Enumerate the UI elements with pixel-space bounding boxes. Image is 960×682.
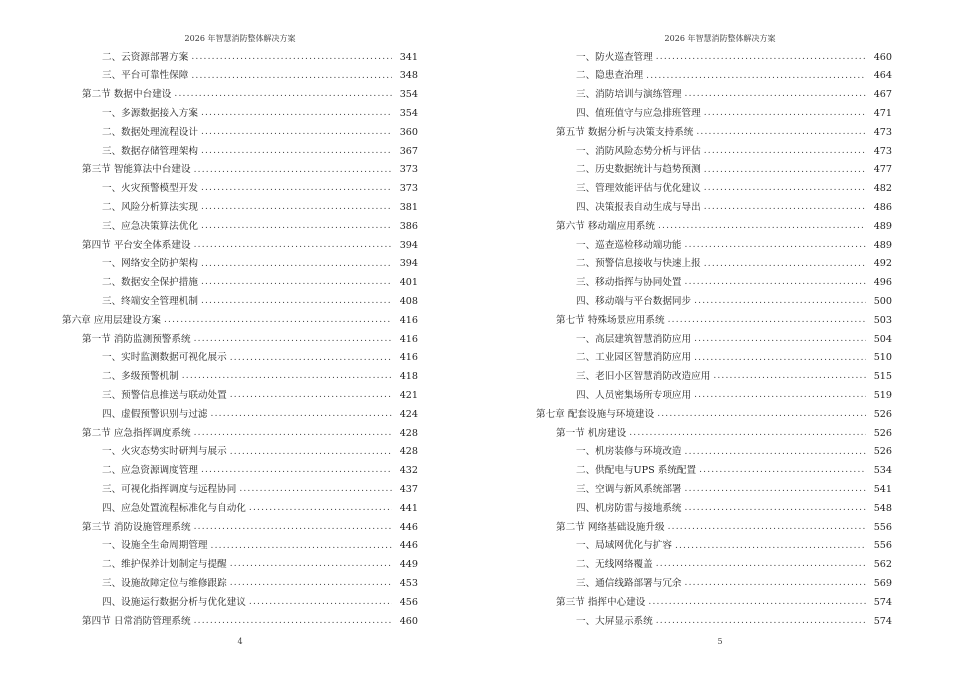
toc-entry[interactable] bbox=[536, 612, 892, 631]
dot-leader bbox=[211, 542, 392, 551]
toc-entry[interactable] bbox=[536, 368, 892, 387]
toc-entry-title: 一、设施全生命周期管理 bbox=[102, 541, 211, 551]
table-of-contents bbox=[62, 48, 418, 631]
toc-entry[interactable] bbox=[62, 518, 418, 537]
dot-leader bbox=[164, 316, 392, 325]
toc-entry-page: 432 bbox=[399, 465, 418, 477]
dot-leader bbox=[704, 109, 866, 118]
dot-leader bbox=[201, 260, 392, 269]
toc-entry-title: 二、工业园区智慧消防应用 bbox=[576, 353, 694, 363]
table-of-contents bbox=[536, 48, 892, 631]
toc-entry-title: 四、移动端与平台数据同步 bbox=[576, 297, 694, 307]
toc-entry-title: 一、巡查巡检移动端功能 bbox=[576, 241, 685, 251]
toc-entry-page: 421 bbox=[399, 389, 418, 401]
toc-entry[interactable] bbox=[536, 142, 892, 161]
toc-entry-title: 四、设施运行数据分析与优化建议 bbox=[102, 598, 249, 608]
dot-leader bbox=[230, 448, 392, 457]
toc-entry-title: 二、供配电与UPS 系统配置 bbox=[576, 466, 699, 476]
toc-entry-title: 三、空调与新风系统部署 bbox=[576, 485, 685, 495]
dot-leader bbox=[656, 53, 866, 62]
toc-entry[interactable] bbox=[536, 537, 892, 556]
toc-entry[interactable] bbox=[62, 330, 418, 349]
dot-leader bbox=[648, 598, 866, 607]
dot-leader bbox=[230, 391, 392, 400]
toc-entry[interactable] bbox=[62, 123, 418, 142]
dot-leader bbox=[194, 166, 392, 175]
toc-entry-title: 二、无线网络覆盖 bbox=[576, 560, 656, 570]
toc-entry-page: 574 bbox=[873, 615, 892, 627]
dot-leader bbox=[685, 90, 866, 99]
toc-entry-page: 515 bbox=[873, 371, 892, 383]
toc-entry-title: 第一节 消防监测预警系统 bbox=[82, 335, 194, 345]
toc-entry-page: 541 bbox=[873, 483, 892, 495]
toc-entry-title: 一、消防风险态势分析与评估 bbox=[576, 147, 704, 157]
toc-entry-page: 456 bbox=[399, 596, 418, 608]
dot-leader bbox=[685, 504, 866, 513]
right-page bbox=[480, 0, 960, 682]
toc-entry-title: 第二节 网络基础设施升级 bbox=[556, 523, 668, 533]
toc-entry-page: 453 bbox=[399, 577, 418, 589]
toc-entry-page: 464 bbox=[873, 70, 892, 82]
toc-entry[interactable] bbox=[62, 462, 418, 481]
dot-leader bbox=[657, 410, 866, 419]
dot-leader bbox=[685, 579, 866, 588]
dot-leader bbox=[694, 354, 866, 363]
dot-leader bbox=[239, 485, 392, 494]
toc-entry-page: 500 bbox=[873, 295, 892, 307]
dot-leader bbox=[685, 448, 866, 457]
dot-leader bbox=[656, 617, 866, 626]
toc-entry-title: 三、应急决策算法优化 bbox=[102, 222, 201, 232]
dot-leader bbox=[249, 504, 392, 513]
toc-entry-page: 526 bbox=[873, 408, 892, 420]
toc-entry[interactable] bbox=[536, 443, 892, 462]
toc-entry[interactable] bbox=[62, 349, 418, 368]
dot-leader bbox=[201, 147, 392, 156]
toc-entry-page: 526 bbox=[873, 427, 892, 439]
dot-leader bbox=[191, 72, 392, 81]
dot-leader bbox=[201, 466, 392, 475]
dot-leader bbox=[230, 560, 392, 569]
toc-entry-page: 394 bbox=[399, 258, 418, 270]
toc-entry[interactable] bbox=[536, 499, 892, 518]
toc-entry-page: 386 bbox=[399, 220, 418, 232]
toc-entry[interactable] bbox=[62, 104, 418, 123]
toc-entry[interactable] bbox=[62, 274, 418, 293]
toc-entry-title: 三、移动指挥与协同处置 bbox=[576, 278, 685, 288]
toc-entry[interactable] bbox=[62, 480, 418, 499]
toc-entry[interactable] bbox=[536, 236, 892, 255]
toc-entry-page: 348 bbox=[399, 70, 418, 82]
toc-entry-page: 504 bbox=[873, 333, 892, 345]
toc-entry-page: 418 bbox=[399, 371, 418, 383]
toc-entry-page: 416 bbox=[399, 314, 418, 326]
toc-entry-page: 526 bbox=[873, 446, 892, 458]
toc-entry[interactable] bbox=[62, 311, 418, 330]
toc-entry-page: 503 bbox=[873, 314, 892, 326]
dot-leader bbox=[713, 372, 866, 381]
toc-entry[interactable] bbox=[62, 292, 418, 311]
toc-entry[interactable] bbox=[62, 142, 418, 161]
toc-entry-title: 第七节 特殊场景应用系统 bbox=[556, 316, 668, 326]
toc-entry-page: 373 bbox=[399, 183, 418, 195]
toc-entry-title: 三、终端安全管理机制 bbox=[102, 297, 201, 307]
toc-entry-title: 第六节 移动端应用系统 bbox=[556, 222, 658, 232]
toc-entry-page: 441 bbox=[399, 502, 418, 514]
toc-entry[interactable] bbox=[536, 180, 892, 199]
toc-entry-page: 437 bbox=[399, 483, 418, 495]
toc-entry[interactable] bbox=[62, 48, 418, 67]
toc-entry-page: 496 bbox=[873, 277, 892, 289]
page-header: 2026 年智慧消防整体解决方案 bbox=[184, 34, 296, 43]
toc-entry-title: 四、虚假预警识别与过滤 bbox=[102, 410, 211, 420]
toc-entry[interactable] bbox=[62, 217, 418, 236]
dot-leader bbox=[699, 466, 866, 475]
toc-entry[interactable] bbox=[536, 462, 892, 481]
toc-entry[interactable] bbox=[536, 556, 892, 575]
dot-leader bbox=[201, 128, 392, 137]
toc-entry-title: 第三节 消防设施管理系统 bbox=[82, 523, 194, 533]
toc-entry-page: 569 bbox=[873, 577, 892, 589]
toc-entry-page: 477 bbox=[873, 164, 892, 176]
toc-entry-page: 574 bbox=[873, 596, 892, 608]
dot-leader bbox=[646, 72, 866, 81]
toc-entry-page: 367 bbox=[399, 145, 418, 157]
toc-entry-title: 四、决策报表自动生成与导出 bbox=[576, 203, 704, 213]
toc-entry-page: 556 bbox=[873, 521, 892, 533]
dot-leader bbox=[658, 222, 866, 231]
dot-leader bbox=[191, 53, 392, 62]
toc-entry[interactable] bbox=[536, 161, 892, 180]
toc-entry-page: 449 bbox=[399, 559, 418, 571]
toc-entry[interactable] bbox=[536, 104, 892, 123]
toc-entry-page: 354 bbox=[399, 107, 418, 119]
toc-entry-page: 482 bbox=[873, 183, 892, 195]
toc-entry-title: 三、通信线路部署与冗余 bbox=[576, 579, 685, 589]
toc-entry[interactable] bbox=[536, 67, 892, 86]
toc-entry-title: 第五节 数据分析与决策支持系统 bbox=[556, 128, 696, 138]
toc-entry-title: 一、火灾预警模型开发 bbox=[102, 184, 201, 194]
dot-leader bbox=[194, 523, 392, 532]
toc-entry-title: 第二节 应急指挥调度系统 bbox=[82, 429, 194, 439]
toc-entry-title: 第六章 应用层建设方案 bbox=[62, 316, 164, 326]
toc-entry[interactable] bbox=[62, 537, 418, 556]
toc-entry[interactable] bbox=[62, 368, 418, 387]
dot-leader bbox=[230, 354, 392, 363]
toc-entry[interactable] bbox=[536, 405, 892, 424]
toc-entry-title: 四、机房防雷与接地系统 bbox=[576, 504, 685, 514]
toc-entry-page: 373 bbox=[399, 164, 418, 176]
dot-leader bbox=[696, 128, 866, 137]
dot-leader bbox=[704, 184, 866, 193]
toc-entry-title: 二、历史数据统计与趋势预测 bbox=[576, 165, 704, 175]
toc-entry-page: 416 bbox=[399, 352, 418, 364]
toc-entry-title: 二、多级预警机制 bbox=[102, 372, 182, 382]
toc-entry-page: 556 bbox=[873, 540, 892, 552]
toc-entry-title: 三、管理效能评估与优化建议 bbox=[576, 184, 704, 194]
toc-entry-page: 519 bbox=[873, 389, 892, 401]
toc-entry[interactable] bbox=[536, 574, 892, 593]
toc-entry-page: 534 bbox=[873, 465, 892, 477]
toc-entry-title: 二、应急资源调度管理 bbox=[102, 466, 201, 476]
dot-leader bbox=[675, 542, 866, 551]
toc-entry[interactable] bbox=[536, 480, 892, 499]
dot-leader bbox=[194, 241, 392, 250]
toc-entry-page: 562 bbox=[873, 559, 892, 571]
dot-leader bbox=[194, 429, 392, 438]
toc-entry-page: 341 bbox=[399, 51, 418, 63]
toc-entry-title: 第二节 数据中台建设 bbox=[82, 90, 174, 100]
toc-entry-title: 一、大屏显示系统 bbox=[576, 617, 656, 627]
dot-leader bbox=[230, 579, 392, 588]
dot-leader bbox=[201, 278, 392, 287]
toc-entry-title: 一、高层建筑智慧消防应用 bbox=[576, 335, 694, 345]
toc-entry[interactable] bbox=[62, 161, 418, 180]
toc-entry[interactable] bbox=[62, 198, 418, 217]
toc-entry-page: 394 bbox=[399, 239, 418, 251]
toc-entry-title: 二、风险分析算法实现 bbox=[102, 203, 201, 213]
toc-entry-page: 510 bbox=[873, 352, 892, 364]
toc-entry-title: 一、多源数据接入方案 bbox=[102, 109, 201, 119]
toc-entry[interactable] bbox=[62, 236, 418, 255]
toc-entry-page: 548 bbox=[873, 502, 892, 514]
dot-leader bbox=[704, 260, 866, 269]
toc-entry[interactable] bbox=[62, 86, 418, 105]
dot-leader bbox=[249, 598, 392, 607]
toc-entry-page: 473 bbox=[873, 145, 892, 157]
toc-entry-title: 一、网络安全防护架构 bbox=[102, 259, 201, 269]
toc-entry[interactable] bbox=[62, 574, 418, 593]
dot-leader bbox=[201, 297, 392, 306]
dot-leader bbox=[694, 391, 866, 400]
toc-entry-page: 460 bbox=[399, 615, 418, 627]
toc-entry[interactable] bbox=[536, 255, 892, 274]
toc-entry[interactable] bbox=[536, 593, 892, 612]
toc-entry-title: 三、平台可靠性保障 bbox=[102, 71, 191, 81]
dot-leader bbox=[211, 410, 392, 419]
page-number: 5 bbox=[717, 637, 723, 646]
toc-entry-page: 424 bbox=[399, 408, 418, 420]
toc-entry-title: 三、老旧小区智慧消防改造应用 bbox=[576, 372, 713, 382]
toc-entry[interactable] bbox=[62, 593, 418, 612]
toc-entry[interactable] bbox=[62, 424, 418, 443]
dot-leader bbox=[194, 617, 392, 626]
toc-entry-title: 一、实时监测数据可视化展示 bbox=[102, 353, 230, 363]
dot-leader bbox=[182, 372, 392, 381]
toc-entry-title: 三、消防培训与演练管理 bbox=[576, 90, 685, 100]
toc-entry-title: 第四节 平台安全体系建设 bbox=[82, 241, 194, 251]
toc-entry[interactable] bbox=[536, 518, 892, 537]
dot-leader bbox=[201, 222, 392, 231]
dot-leader bbox=[174, 90, 392, 99]
toc-entry[interactable] bbox=[62, 556, 418, 575]
toc-entry-title: 四、值班值守与应急排班管理 bbox=[576, 109, 704, 119]
dot-leader bbox=[704, 147, 866, 156]
toc-entry-page: 460 bbox=[873, 51, 892, 63]
toc-entry-title: 二、数据安全保护措施 bbox=[102, 278, 201, 288]
toc-entry-title: 第四节 日常消防管理系统 bbox=[82, 617, 194, 627]
toc-entry-title: 三、可视化指挥调度与远程协同 bbox=[102, 485, 239, 495]
toc-entry-page: 492 bbox=[873, 258, 892, 270]
dot-leader bbox=[694, 335, 866, 344]
toc-entry[interactable] bbox=[536, 330, 892, 349]
dot-leader bbox=[194, 335, 392, 344]
toc-entry-title: 三、数据存储管理架构 bbox=[102, 147, 201, 157]
dot-leader bbox=[685, 241, 866, 250]
toc-entry-title: 四、人员密集场所专项应用 bbox=[576, 391, 694, 401]
dot-leader bbox=[694, 297, 866, 306]
toc-entry-title: 第三节 指挥中心建设 bbox=[556, 598, 648, 608]
toc-entry-page: 428 bbox=[399, 427, 418, 439]
toc-entry-title: 二、预警信息接收与快速上报 bbox=[576, 259, 704, 269]
toc-entry[interactable] bbox=[62, 67, 418, 86]
toc-entry[interactable] bbox=[536, 386, 892, 405]
toc-entry[interactable] bbox=[536, 311, 892, 330]
toc-entry-title: 第七章 配套设施与环境建设 bbox=[536, 410, 657, 420]
page-header: 2026 年智慧消防整体解决方案 bbox=[664, 34, 776, 43]
toc-entry-title: 一、机房装修与环境改造 bbox=[576, 447, 685, 457]
toc-entry[interactable] bbox=[536, 274, 892, 293]
toc-entry-page: 489 bbox=[873, 239, 892, 251]
toc-entry[interactable] bbox=[536, 48, 892, 67]
toc-entry-title: 二、数据处理流程设计 bbox=[102, 128, 201, 138]
toc-entry[interactable] bbox=[536, 86, 892, 105]
toc-entry-title: 三、预警信息推送与联动处置 bbox=[102, 391, 230, 401]
toc-entry-page: 446 bbox=[399, 540, 418, 552]
toc-entry-page: 360 bbox=[399, 126, 418, 138]
toc-entry-title: 二、云资源部署方案 bbox=[102, 53, 191, 63]
toc-entry[interactable] bbox=[62, 255, 418, 274]
toc-entry[interactable] bbox=[62, 405, 418, 424]
toc-entry[interactable] bbox=[62, 443, 418, 462]
toc-entry[interactable] bbox=[536, 424, 892, 443]
toc-entry[interactable] bbox=[62, 499, 418, 518]
toc-entry-page: 486 bbox=[873, 201, 892, 213]
toc-entry-title: 四、应急处置流程标准化与自动化 bbox=[102, 504, 249, 514]
dot-leader bbox=[704, 166, 866, 175]
toc-entry[interactable] bbox=[62, 180, 418, 199]
dot-leader bbox=[629, 429, 866, 438]
dot-leader bbox=[201, 109, 392, 118]
toc-entry-page: 489 bbox=[873, 220, 892, 232]
toc-entry-page: 467 bbox=[873, 89, 892, 101]
toc-entry-page: 471 bbox=[873, 107, 892, 119]
dot-leader bbox=[668, 523, 866, 532]
toc-entry-page: 446 bbox=[399, 521, 418, 533]
dot-leader bbox=[685, 485, 866, 494]
toc-entry-title: 一、局域网优化与扩容 bbox=[576, 541, 675, 551]
toc-entry-page: 381 bbox=[399, 201, 418, 213]
toc-entry-title: 三、设施故障定位与维修跟踪 bbox=[102, 579, 230, 589]
dot-leader bbox=[704, 203, 866, 212]
toc-entry[interactable] bbox=[536, 349, 892, 368]
dot-leader bbox=[201, 184, 392, 193]
toc-entry-title: 二、隐患查治理 bbox=[576, 71, 646, 81]
toc-entry-page: 408 bbox=[399, 295, 418, 307]
dot-leader bbox=[668, 316, 866, 325]
toc-entry-page: 354 bbox=[399, 89, 418, 101]
toc-entry-page: 473 bbox=[873, 126, 892, 138]
toc-entry-page: 428 bbox=[399, 446, 418, 458]
toc-entry-page: 401 bbox=[399, 277, 418, 289]
toc-entry[interactable] bbox=[536, 198, 892, 217]
toc-entry-title: 一、火灾态势实时研判与展示 bbox=[102, 447, 230, 457]
toc-entry[interactable] bbox=[62, 612, 418, 631]
toc-entry[interactable] bbox=[536, 217, 892, 236]
dot-leader bbox=[656, 560, 866, 569]
toc-entry-title: 第三节 智能算法中台建设 bbox=[82, 165, 194, 175]
page-number: 4 bbox=[237, 637, 243, 646]
toc-entry[interactable] bbox=[536, 292, 892, 311]
toc-entry-page: 416 bbox=[399, 333, 418, 345]
toc-entry[interactable] bbox=[62, 386, 418, 405]
toc-entry-title: 一、防火巡查管理 bbox=[576, 53, 656, 63]
toc-entry-title: 第一节 机房建设 bbox=[556, 429, 629, 439]
dot-leader bbox=[201, 203, 392, 212]
toc-entry-title: 二、维护保养计划制定与提醒 bbox=[102, 560, 230, 570]
toc-entry[interactable] bbox=[536, 123, 892, 142]
dot-leader bbox=[685, 278, 866, 287]
